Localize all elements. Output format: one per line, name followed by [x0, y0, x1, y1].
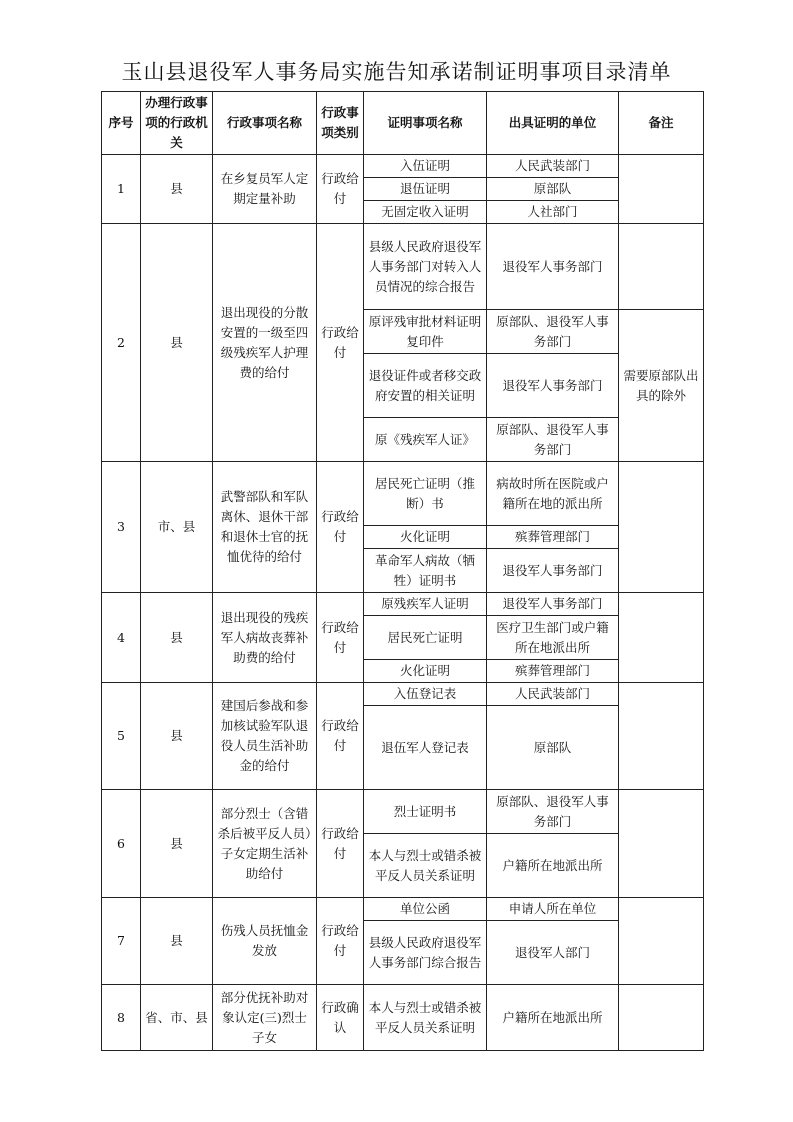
cell-remark: [619, 683, 704, 790]
cell-issuer: 殡葬管理部门: [487, 526, 619, 549]
header-item: 行政事项名称: [213, 92, 317, 155]
cell-category: 行政给付: [317, 224, 364, 462]
cell-proof: 县级人民政府退役军人事务部门对转入人员情况的综合报告: [364, 224, 487, 310]
cell-issuer: 原部队: [487, 706, 619, 790]
cell-category: 行政确认: [317, 985, 364, 1051]
cell-issuer: 人民武装部门: [487, 155, 619, 178]
cell-seq: 1: [102, 155, 141, 224]
table-row: [102, 683, 704, 706]
cell-proof: 退役证件或者移交政府安置的相关证明: [364, 354, 487, 418]
cell-proof: 单位公函: [364, 898, 487, 921]
page-title: 玉山县退役军人事务局实施告知承诺制证明事项目录清单: [121, 60, 672, 84]
cell-issuer: 户籍所在地派出所: [487, 985, 619, 1051]
cell-proof: 入伍证明: [364, 155, 487, 178]
table-row: [102, 224, 704, 310]
cell-remark: [619, 593, 704, 683]
cell-proof: 县级人民政府退役军人事务部门综合报告: [364, 921, 487, 985]
cell-org: 市、县: [141, 462, 213, 593]
table-row: [102, 155, 704, 178]
cell-issuer: 人民武装部门: [487, 683, 619, 706]
cell-category: 行政给付: [317, 593, 364, 683]
cell-proof: 革命军人病故（牺牲）证明书: [364, 549, 487, 593]
cell-proof: 退伍军人登记表: [364, 706, 487, 790]
cell-issuer: 原部队: [487, 178, 619, 201]
cell-proof: 原《残疾军人证》: [364, 418, 487, 462]
table-row: [102, 898, 704, 921]
cell-issuer: 病故时所在医院或户籍所在地的派出所: [487, 462, 619, 526]
cell-proof: 烈士证明书: [364, 790, 487, 834]
cell-org: 县: [141, 224, 213, 462]
cell-remark: [619, 790, 704, 898]
cell-issuer: 退役军人事务部门: [487, 224, 619, 310]
cell-remark: [619, 462, 704, 593]
table-row: [102, 593, 704, 616]
header-proof: 证明事项名称: [364, 92, 487, 155]
cell-org: 县: [141, 593, 213, 683]
cell-category: 行政给付: [317, 790, 364, 898]
cell-org: 省、市、县: [141, 985, 213, 1051]
cell-issuer: 殡葬管理部门: [487, 660, 619, 683]
cell-item: 建国后参战和参加核试验军队退役人员生活补助金的给付: [213, 683, 317, 790]
cell-proof: 火化证明: [364, 526, 487, 549]
cell-remark: [619, 224, 704, 310]
table-row: [102, 790, 704, 834]
cell-seq: 7: [102, 898, 141, 985]
cell-item: 武警部队和军队离休、退休干部和退休士官的抚恤优待的给付: [213, 462, 317, 593]
cell-issuer: 人社部门: [487, 201, 619, 224]
header-issuer: 出具证明的单位: [487, 92, 619, 155]
cell-issuer: 退役军人部门: [487, 921, 619, 985]
cell-issuer: 原部队、退役军人事务部门: [487, 790, 619, 834]
cell-remark: [619, 985, 704, 1051]
cell-proof: 居民死亡证明（推断）书: [364, 462, 487, 526]
cell-issuer: 退役军人事务部门: [487, 354, 619, 418]
cell-proof: 火化证明: [364, 660, 487, 683]
cell-issuer: 退役军人事务部门: [487, 593, 619, 616]
cell-issuer: 原部队、退役军人事务部门: [487, 310, 619, 354]
cell-issuer: 医疗卫生部门或户籍所在地派出所: [487, 616, 619, 660]
cell-remark: [619, 898, 704, 985]
cell-item: 部分优抚补助对象认定(三)烈士子女: [213, 985, 317, 1051]
cell-org: 县: [141, 155, 213, 224]
cell-seq: 6: [102, 790, 141, 898]
cell-issuer: 退役军人事务部门: [487, 549, 619, 593]
cell-proof: 原残疾军人证明: [364, 593, 487, 616]
table-row: [102, 462, 704, 526]
cell-proof: 居民死亡证明: [364, 616, 487, 660]
cell-seq: 5: [102, 683, 141, 790]
cell-item: 退出现役的分散安置的一级至四级残疾军人护理费的给付: [213, 224, 317, 462]
cell-org: 县: [141, 683, 213, 790]
cell-issuer: 原部队、退役军人事务部门: [487, 418, 619, 462]
cell-seq: 4: [102, 593, 141, 683]
cell-proof: 本人与烈士或错杀被平反人员关系证明: [364, 985, 487, 1051]
header-org: 办理行政事项的行政机关: [141, 92, 213, 155]
header-category: 行政事项类别: [317, 92, 364, 155]
cell-category: 行政给付: [317, 683, 364, 790]
cell-item: 部分烈士（含错杀后被平反人员）子女定期生活补助给付: [213, 790, 317, 898]
cell-proof: 无固定收入证明: [364, 201, 487, 224]
items-table: [101, 91, 704, 1051]
table-row: [102, 985, 704, 1051]
cell-issuer: 申请人所在单位: [487, 898, 619, 921]
cell-item: 在乡复员军人定期定量补助: [213, 155, 317, 224]
cell-remark: [619, 155, 704, 224]
cell-seq: 8: [102, 985, 141, 1051]
cell-proof: 入伍登记表: [364, 683, 487, 706]
header-row: [102, 92, 704, 155]
cell-org: 县: [141, 898, 213, 985]
cell-org: 县: [141, 790, 213, 898]
cell-seq: 2: [102, 224, 141, 462]
cell-seq: 3: [102, 462, 141, 593]
cell-proof: 退伍证明: [364, 178, 487, 201]
cell-category: 行政给付: [317, 462, 364, 593]
cell-proof: 本人与烈士或错杀被平反人员关系证明: [364, 834, 487, 898]
header-remark: 备注: [619, 92, 704, 155]
header-seq: 序号: [102, 92, 141, 155]
cell-item: 伤残人员抚恤金发放: [213, 898, 317, 985]
cell-category: 行政给付: [317, 155, 364, 224]
cell-remark: 需要原部队出具的除外: [619, 310, 704, 462]
cell-issuer: 户籍所在地派出所: [487, 834, 619, 898]
cell-item: 退出现役的残疾军人病故丧葬补助费的给付: [213, 593, 317, 683]
cell-proof: 原评残审批材料证明复印件: [364, 310, 487, 354]
cell-category: 行政给付: [317, 898, 364, 985]
